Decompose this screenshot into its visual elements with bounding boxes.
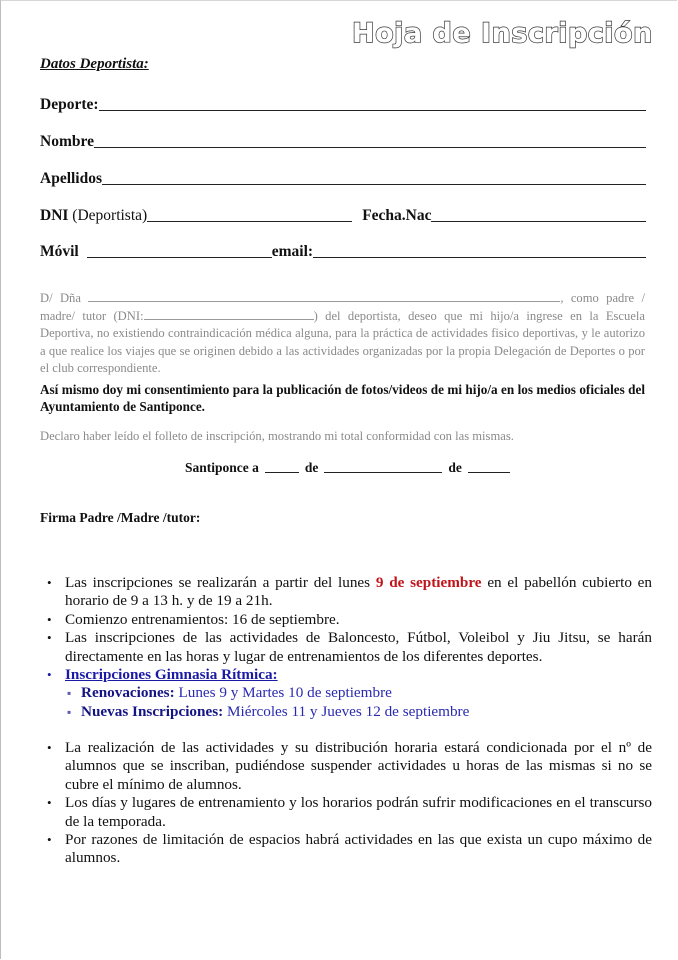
section-heading-datos-deportista: Datos Deportista: bbox=[40, 56, 149, 72]
date-line bbox=[185, 460, 516, 476]
apellidos-input-line[interactable] bbox=[102, 168, 646, 185]
bullet-icon: • bbox=[47, 575, 52, 590]
gimnasia-sublist bbox=[65, 684, 652, 721]
list-item: • La realización de las actividades y su distribución horaria estará condicionada por el nº de alumnos que se inscriban, pudiéndose suspender actividades u horas de las mismas si no se cubre el mínimo de alumnos. bbox=[47, 739, 652, 793]
list-item: • Las inscripciones se realizarán a partir del lunes 9 de septiembre en el pabellón cubierto en horario de 9 a 13 h. y de 19 a 21h. bbox=[47, 574, 653, 610]
field-label-deporte: Deporte: bbox=[40, 96, 99, 113]
document-title: Hoja de Inscripción bbox=[352, 18, 653, 49]
parent-dni-blank[interactable] bbox=[144, 307, 314, 320]
square-bullet-icon: ▪ bbox=[67, 704, 72, 719]
field-movil-email bbox=[40, 239, 646, 261]
date-de-label: de bbox=[448, 460, 462, 475]
bullet-icon: • bbox=[47, 611, 52, 627]
info-list bbox=[40, 574, 652, 721]
signature-label: Firma Padre /Madre /tutor: bbox=[40, 510, 201, 525]
list-item: • Comienzo entrenamientos: 16 de septiembre. bbox=[47, 610, 340, 628]
month-blank[interactable] bbox=[324, 460, 442, 473]
date-place-label: Santiponce a bbox=[185, 460, 259, 475]
fecha-nac-input-line[interactable] bbox=[431, 205, 646, 222]
sub-list-item: ▪ Renovaciones: Lunes 9 y Martes 10 de septiembre bbox=[67, 684, 392, 702]
dni-input-line[interactable] bbox=[147, 205, 352, 222]
bullet-icon: • bbox=[47, 667, 52, 683]
sub-list-item: ▪ Nuevas Inscripciones: Miércoles 11 y Jueves 12 de septiembre bbox=[67, 702, 470, 720]
list-item: • Por razones de limitación de espacios habrá actividades en las que exista un cupo máximo de alumnos. bbox=[47, 831, 652, 867]
parent-name-blank[interactable] bbox=[88, 289, 560, 302]
gimnasia-heading: Inscripciones Gimnasia Rítmica: bbox=[65, 666, 278, 684]
photo-consent-paragraph: Así mismo doy mi consentimiento para la publicación de fotos/videos de mi hijo/a en los medios oficiales del Ayuntamiento de Santiponce. bbox=[40, 382, 645, 414]
nombre-input-line[interactable] bbox=[94, 131, 646, 148]
date-de-label: de bbox=[304, 460, 319, 475]
list-item: • Los días y lugares de entrenamiento y los horarios podrán sufrir modificaciones en el transcurso de la temporada. bbox=[47, 794, 652, 830]
field-label-movil: Móvil bbox=[40, 243, 79, 260]
parental-consent-paragraph: D/ Dña , como padre / madre/ tutor (DNI: ) del deportista, deseo que mi hijo/a ingrese en la Escuela Deportiva, no existiendo contraindicación médica alguna, para la práctica de actividades fisico deportivas, y le autorizo a que realice los viajes que se originen debido a las actividades organizadas por la propia Delegación de Deportes o por el club correspondiente. bbox=[40, 291, 645, 375]
email-input-line[interactable] bbox=[313, 241, 646, 258]
field-label-nombre: Nombre bbox=[40, 133, 94, 150]
deporte-input-line[interactable] bbox=[99, 94, 646, 111]
day-blank[interactable] bbox=[265, 460, 299, 473]
square-bullet-icon: ▪ bbox=[67, 686, 72, 701]
bullet-icon: • bbox=[47, 795, 52, 811]
movil-input-line[interactable] bbox=[87, 241, 272, 258]
field-label-dni: DNI (Deportista) bbox=[40, 207, 148, 224]
start-date-highlight: 9 de septiembre bbox=[375, 574, 482, 591]
field-deporte bbox=[40, 92, 646, 114]
bullet-icon: • bbox=[47, 832, 52, 848]
list-item: • Las inscripciones de las actividades de Baloncesto, Fútbol, Voleibol y Jiu Jitsu, se harán directamente en las horas y lugar de entrenamientos de los diferentes deportes. bbox=[47, 629, 652, 665]
bullet-icon: • bbox=[47, 630, 52, 646]
year-blank[interactable] bbox=[468, 460, 510, 473]
list-item-gimnasia bbox=[40, 666, 652, 721]
field-label-apellidos: Apellidos bbox=[40, 170, 103, 187]
field-dni-fecha bbox=[40, 203, 646, 225]
field-label-fecha-nac: Fecha.Nac bbox=[362, 207, 432, 224]
field-nombre bbox=[40, 129, 646, 151]
declaration-text: Declaro haber leído el folleto de inscripción, mostrando mi total conformidad con las mismas. bbox=[40, 429, 514, 443]
info-list-2 bbox=[40, 739, 652, 868]
bullet-icon: • bbox=[47, 740, 52, 755]
field-apellidos bbox=[40, 166, 646, 188]
field-label-email: email: bbox=[271, 243, 314, 260]
